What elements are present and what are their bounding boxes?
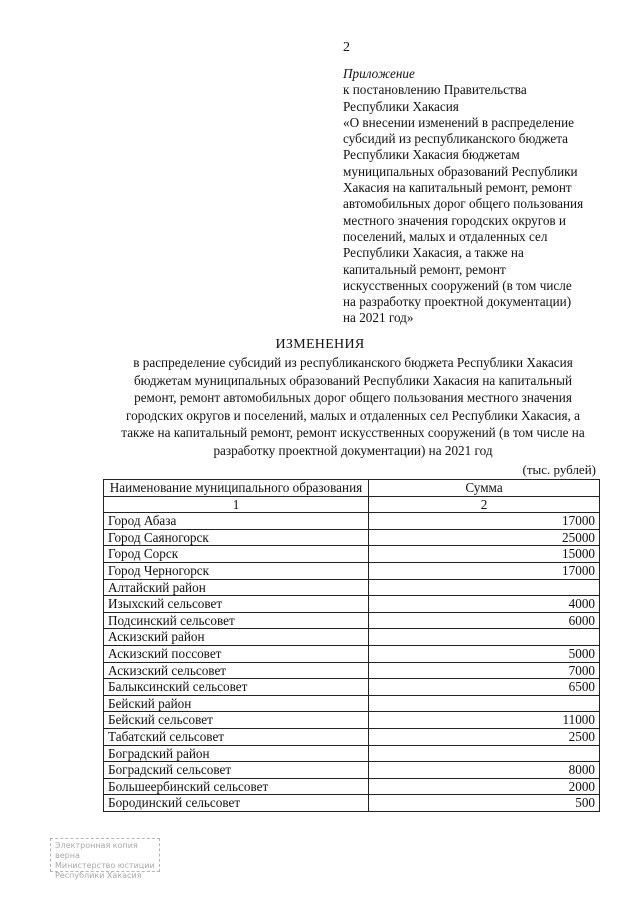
- row-name: Боградский район: [104, 745, 369, 762]
- row-name: Город Сорск: [104, 546, 369, 563]
- index-cell: 2: [369, 496, 600, 513]
- table-row: [104, 728, 600, 745]
- row-sum: 500: [369, 795, 600, 812]
- table-row: [104, 596, 600, 613]
- table-row: [104, 662, 600, 679]
- page-number: 2: [343, 40, 350, 55]
- table-row: [104, 645, 600, 662]
- appendix-line: местного значения городских округов и: [343, 212, 566, 228]
- row-name: Город Абаза: [104, 513, 369, 530]
- row-name: Боградский сельсовет: [104, 762, 369, 779]
- row-sum: 5000: [369, 645, 600, 662]
- appendix-line: Республики Хакасия бюджетам: [343, 147, 520, 163]
- subtitle-line: в распределение субсидий из республиканского бюджета Республики Хакасия: [133, 355, 573, 370]
- row-name: Большеербинский сельсовет: [104, 778, 369, 795]
- row-sum: 8000: [369, 762, 600, 779]
- row-sum: [369, 629, 600, 646]
- document-title: ИЗМЕНЕНИЯ: [275, 337, 365, 352]
- table-row: [104, 629, 600, 646]
- appendix-line: поселений, малых и отдаленных сел: [343, 228, 548, 244]
- header-name: Наименование муниципального образования: [104, 480, 369, 497]
- row-sum: 4000: [369, 596, 600, 613]
- index-cell: 1: [104, 496, 369, 513]
- row-name: Бородинский сельсовет: [104, 795, 369, 812]
- row-name: Аскизский сельсовет: [104, 662, 369, 679]
- table-header-row: [104, 480, 600, 497]
- row-name: Бейский район: [104, 695, 369, 712]
- table-row: [104, 712, 600, 729]
- stamp-line: Электронная копия верна: [55, 841, 138, 860]
- row-name: Аскизский район: [104, 629, 369, 646]
- table-row: [104, 612, 600, 629]
- appendix-line: Приложение: [343, 66, 415, 81]
- table-row: [104, 513, 600, 530]
- row-name: Подсинский сельсовет: [104, 612, 369, 629]
- row-sum: 7000: [369, 662, 600, 679]
- table-index-row: [104, 496, 600, 513]
- row-sum: 2500: [369, 728, 600, 745]
- appendix-line: «О внесении изменений в распределение: [343, 114, 574, 130]
- table-row: [104, 745, 600, 762]
- row-sum: 15000: [369, 546, 600, 563]
- subtitle-line: городских округов и поселений, малых и отдаленных сел Республики Хакасия, а: [126, 407, 580, 423]
- row-sum: [369, 695, 600, 712]
- table-row: [104, 579, 600, 596]
- appendix-line: на 2021 год»: [343, 310, 414, 326]
- appendix-line: муниципальных образований Республики: [343, 163, 578, 179]
- row-name: Бейский сельсовет: [104, 712, 369, 729]
- document-subtitle: [108, 354, 598, 459]
- appendix-line: автомобильных дорог общего пользования: [343, 196, 584, 212]
- subtitle-line: также на капитальный ремонт, ремонт искусственных сооружений (в том числе на: [121, 425, 585, 440]
- table-row: [104, 562, 600, 579]
- table-row: [104, 762, 600, 779]
- stamp-line: Министерство юстиции: [55, 861, 155, 870]
- appendix-line: капитальный ремонт, ремонт: [343, 261, 506, 277]
- table-row: [104, 679, 600, 696]
- appendix-line: искусственных сооружений (в том числе: [343, 277, 572, 293]
- subtitle-line: ремонт, ремонт автомобильных дорог общего пользования местного значения: [134, 390, 572, 405]
- table-row: [104, 529, 600, 546]
- row-sum: [369, 745, 600, 762]
- row-name: Алтайский район: [104, 579, 369, 596]
- row-sum: 6500: [369, 679, 600, 696]
- row-name: Город Саяногорск: [104, 529, 369, 546]
- row-sum: 6000: [369, 612, 600, 629]
- row-sum: 25000: [369, 529, 600, 546]
- table-row: [104, 546, 600, 563]
- stamp-line: Республики Хакасия: [55, 871, 142, 880]
- row-sum: 11000: [369, 712, 600, 729]
- subtitle-line: бюджетам муниципальных образований Республики Хакасия на капитальный: [133, 372, 573, 388]
- row-name: Аскизский поссовет: [104, 645, 369, 662]
- row-sum: 17000: [369, 562, 600, 579]
- row-name: Балыксинский сельсовет: [104, 679, 369, 696]
- header-sum: Сумма: [369, 480, 600, 497]
- appendix-line: Республики Хакасия: [343, 98, 459, 114]
- appendix-line: Республики Хакасия, а также на: [343, 245, 524, 261]
- table-row: [104, 795, 600, 812]
- appendix-line: субсидий из республиканского бюджета: [343, 131, 568, 147]
- appendix-line: Хакасия на капитальный ремонт, ремонт: [343, 180, 572, 196]
- row-name: Город Черногорск: [104, 562, 369, 579]
- row-sum: [369, 579, 600, 596]
- subsidy-table: [103, 479, 600, 812]
- appendix-line: на разработку проектной документации): [343, 294, 572, 310]
- appendix-block: [343, 66, 613, 327]
- appendix-line: к постановлению Правительства: [343, 82, 527, 98]
- subtitle-line: разработку проектной документации) на 2021 год: [213, 442, 493, 458]
- units-label: (тыс. рублей): [522, 462, 596, 477]
- row-sum: 17000: [369, 513, 600, 530]
- row-sum: 2000: [369, 778, 600, 795]
- electronic-copy-stamp: [50, 838, 160, 880]
- table-row: [104, 778, 600, 795]
- row-name: Изыхский сельсовет: [104, 596, 369, 613]
- row-name: Табатский сельсовет: [104, 728, 369, 745]
- table-row: [104, 695, 600, 712]
